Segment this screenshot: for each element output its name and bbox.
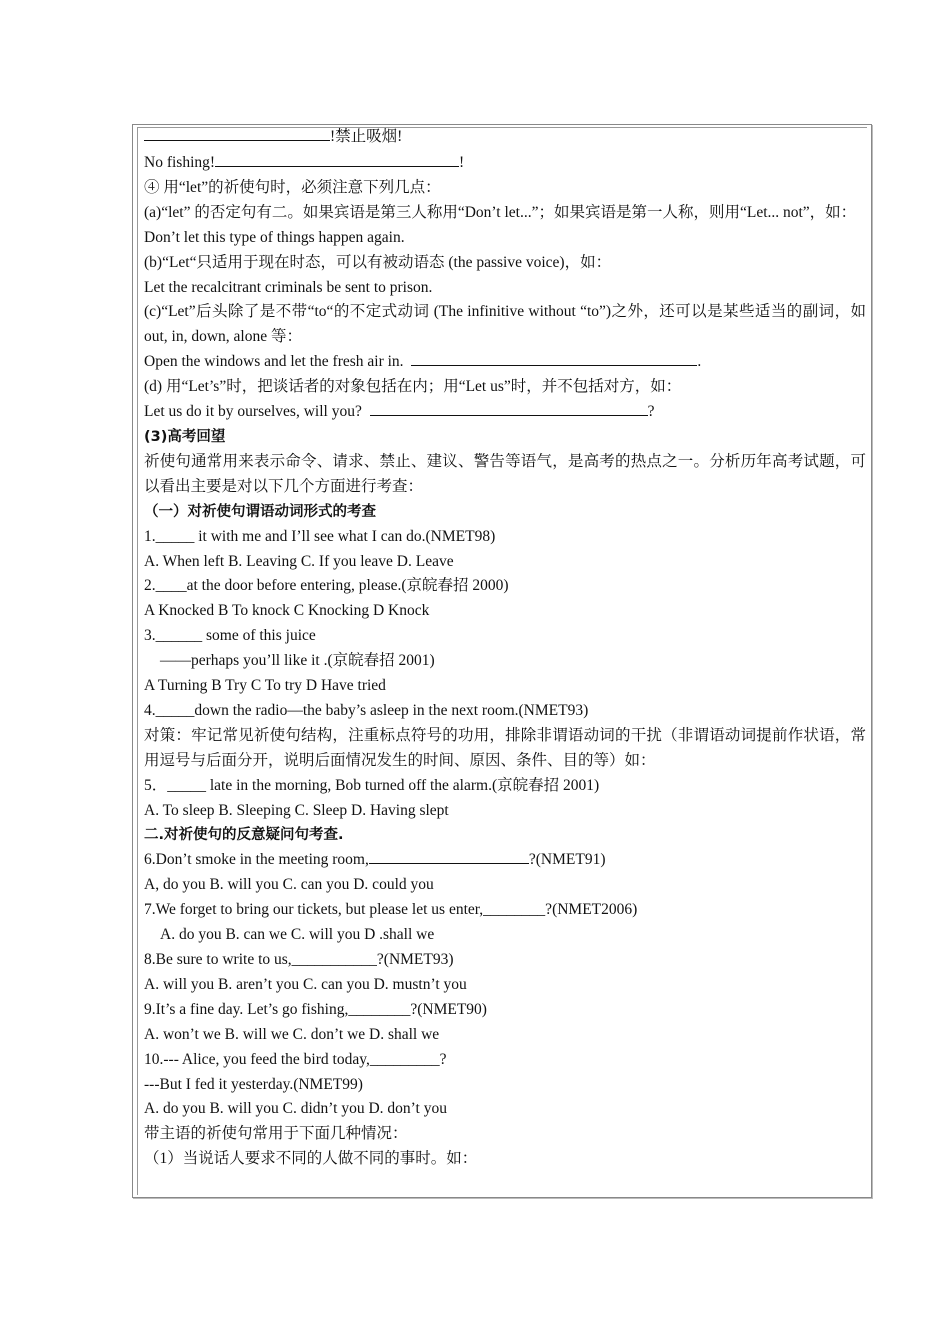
text-line <box>144 400 866 425</box>
fill-blank <box>215 151 459 167</box>
text-line: Don’t let this type of things happen again. <box>144 228 405 246</box>
options: A. won’t we B. will we C. don’t we D. shall we <box>144 1025 440 1043</box>
question-continuation: ——perhaps you’ll like it .(京皖春招 2001) <box>160 652 435 670</box>
options: A. To sleep B. Sleeping C. Sleep D. Having slept <box>144 801 449 819</box>
fill-blank <box>411 350 697 366</box>
text: ?(NMET91) <box>528 851 606 869</box>
section-heading: 二.对祈使句的反意疑问句考查. <box>144 827 344 844</box>
options: A. do you B. can we C. will you D .shall we <box>160 926 435 944</box>
fill-blank <box>369 848 529 864</box>
text: ? <box>647 403 655 421</box>
text-paragraph: 对策：牢记常见祈使句结构，注重标点符号的功用，排除非谓语动词的干扰（非谓语动词提前作状语，常用逗号与后面分开，说明后面情况发生的时间、原因、条件、目的等）如： <box>144 726 866 769</box>
text-line: （1）当说话人要求不同的人做不同的事时。如： <box>144 1150 478 1168</box>
text-line <box>144 151 866 176</box>
text-line: (b)“Let“只适用于现在时态，可以有被动语态 (the passive voice)，如： <box>144 253 612 271</box>
question: 2.____at the door before entering, please.(京皖春招 2000) <box>144 577 509 595</box>
options: A Turning B Try C To try D Have tried <box>144 677 386 695</box>
text-paragraph: (a)“let” 的否定句有二。如果宾语是第三人称用“Don’t let...”；如果宾语是第一人称，则用“Let... not”，如： <box>144 203 857 221</box>
section-heading: （一）对祈使句谓语动词形式的考查 <box>144 503 376 520</box>
question: 7.We forget to bring our tickets, but please let us enter,________?(NMET2006) <box>144 901 638 919</box>
text-line: Let the recalcitrant criminals be sent to prison. <box>144 278 433 296</box>
text: !禁止吸烟! <box>330 128 403 145</box>
question: 3.______ some of this juice <box>144 627 316 645</box>
text-line: ④ 用“let”的祈使句时，必须注意下列几点： <box>144 178 441 196</box>
question <box>144 848 866 873</box>
question: 8.Be sure to write to us,___________?(NMET93) <box>144 951 454 968</box>
text-paragraph: 祈使句通常用来表示命令、请求、禁止、建议、警告等语气，是高考的热点之一。分析历年高考试题，可以看出主要是对以下几个方面进行考查： <box>144 452 866 495</box>
question: 1._____ it with me and I’ll see what I can do.(NMET98) <box>144 527 496 545</box>
options: A. When left B. Leaving C. If you leave D. Leave <box>144 552 454 570</box>
question: 4._____down the radio—the baby’s asleep in the next room.(NMET93) <box>144 701 589 719</box>
text-line <box>144 350 866 375</box>
text: No fishing! <box>144 154 216 171</box>
text-line: 带主语的祈使句常用于下面几种情况： <box>144 1125 408 1143</box>
section-heading: (3)高考回望 <box>144 428 226 445</box>
options: A Knocked B To knock C Knocking D Knock <box>144 602 430 620</box>
text-line <box>144 125 866 151</box>
question: 5．_____ late in the morning, Bob turned off the alarm.(京皖春招 2001) <box>144 776 600 794</box>
text-line: (d) 用“Let’s”时，把谈话者的对象包括在内；用“Let us”时，并不包括对方，如： <box>144 378 682 396</box>
text: Open the windows and let the fresh air in. <box>144 353 404 371</box>
question: 9.It’s a fine day. Let’s go fishing,________?(NMET90) <box>144 1000 487 1018</box>
question: 10.--- Alice, you feed the bird today,_________? <box>144 1050 447 1068</box>
fill-blank <box>144 125 330 141</box>
options: A. do you B. will you C. didn’t you D. don’t you <box>144 1100 447 1118</box>
options: A. will you B. aren’t you C. can you D. mustn’t you <box>144 975 467 993</box>
question-continuation: ---But I fed it yesterday.(NMET99) <box>144 1075 363 1093</box>
document-body <box>144 125 866 1172</box>
options: A, do you B. will you C. can you D. could you <box>144 876 434 894</box>
fill-blank <box>370 400 648 416</box>
text: Let us do it by ourselves, will you? <box>144 403 362 421</box>
text: . <box>697 353 702 371</box>
text-paragraph: (c)“Let”后头除了是不带“to“的不定式动词 (The infinitive without “to”)之外，还可以是某些适当的副词，如 out, in, down, alone 等： <box>144 303 866 346</box>
text: 6.Don’t smoke in the meeting room, <box>144 851 369 869</box>
text: ! <box>459 154 465 171</box>
